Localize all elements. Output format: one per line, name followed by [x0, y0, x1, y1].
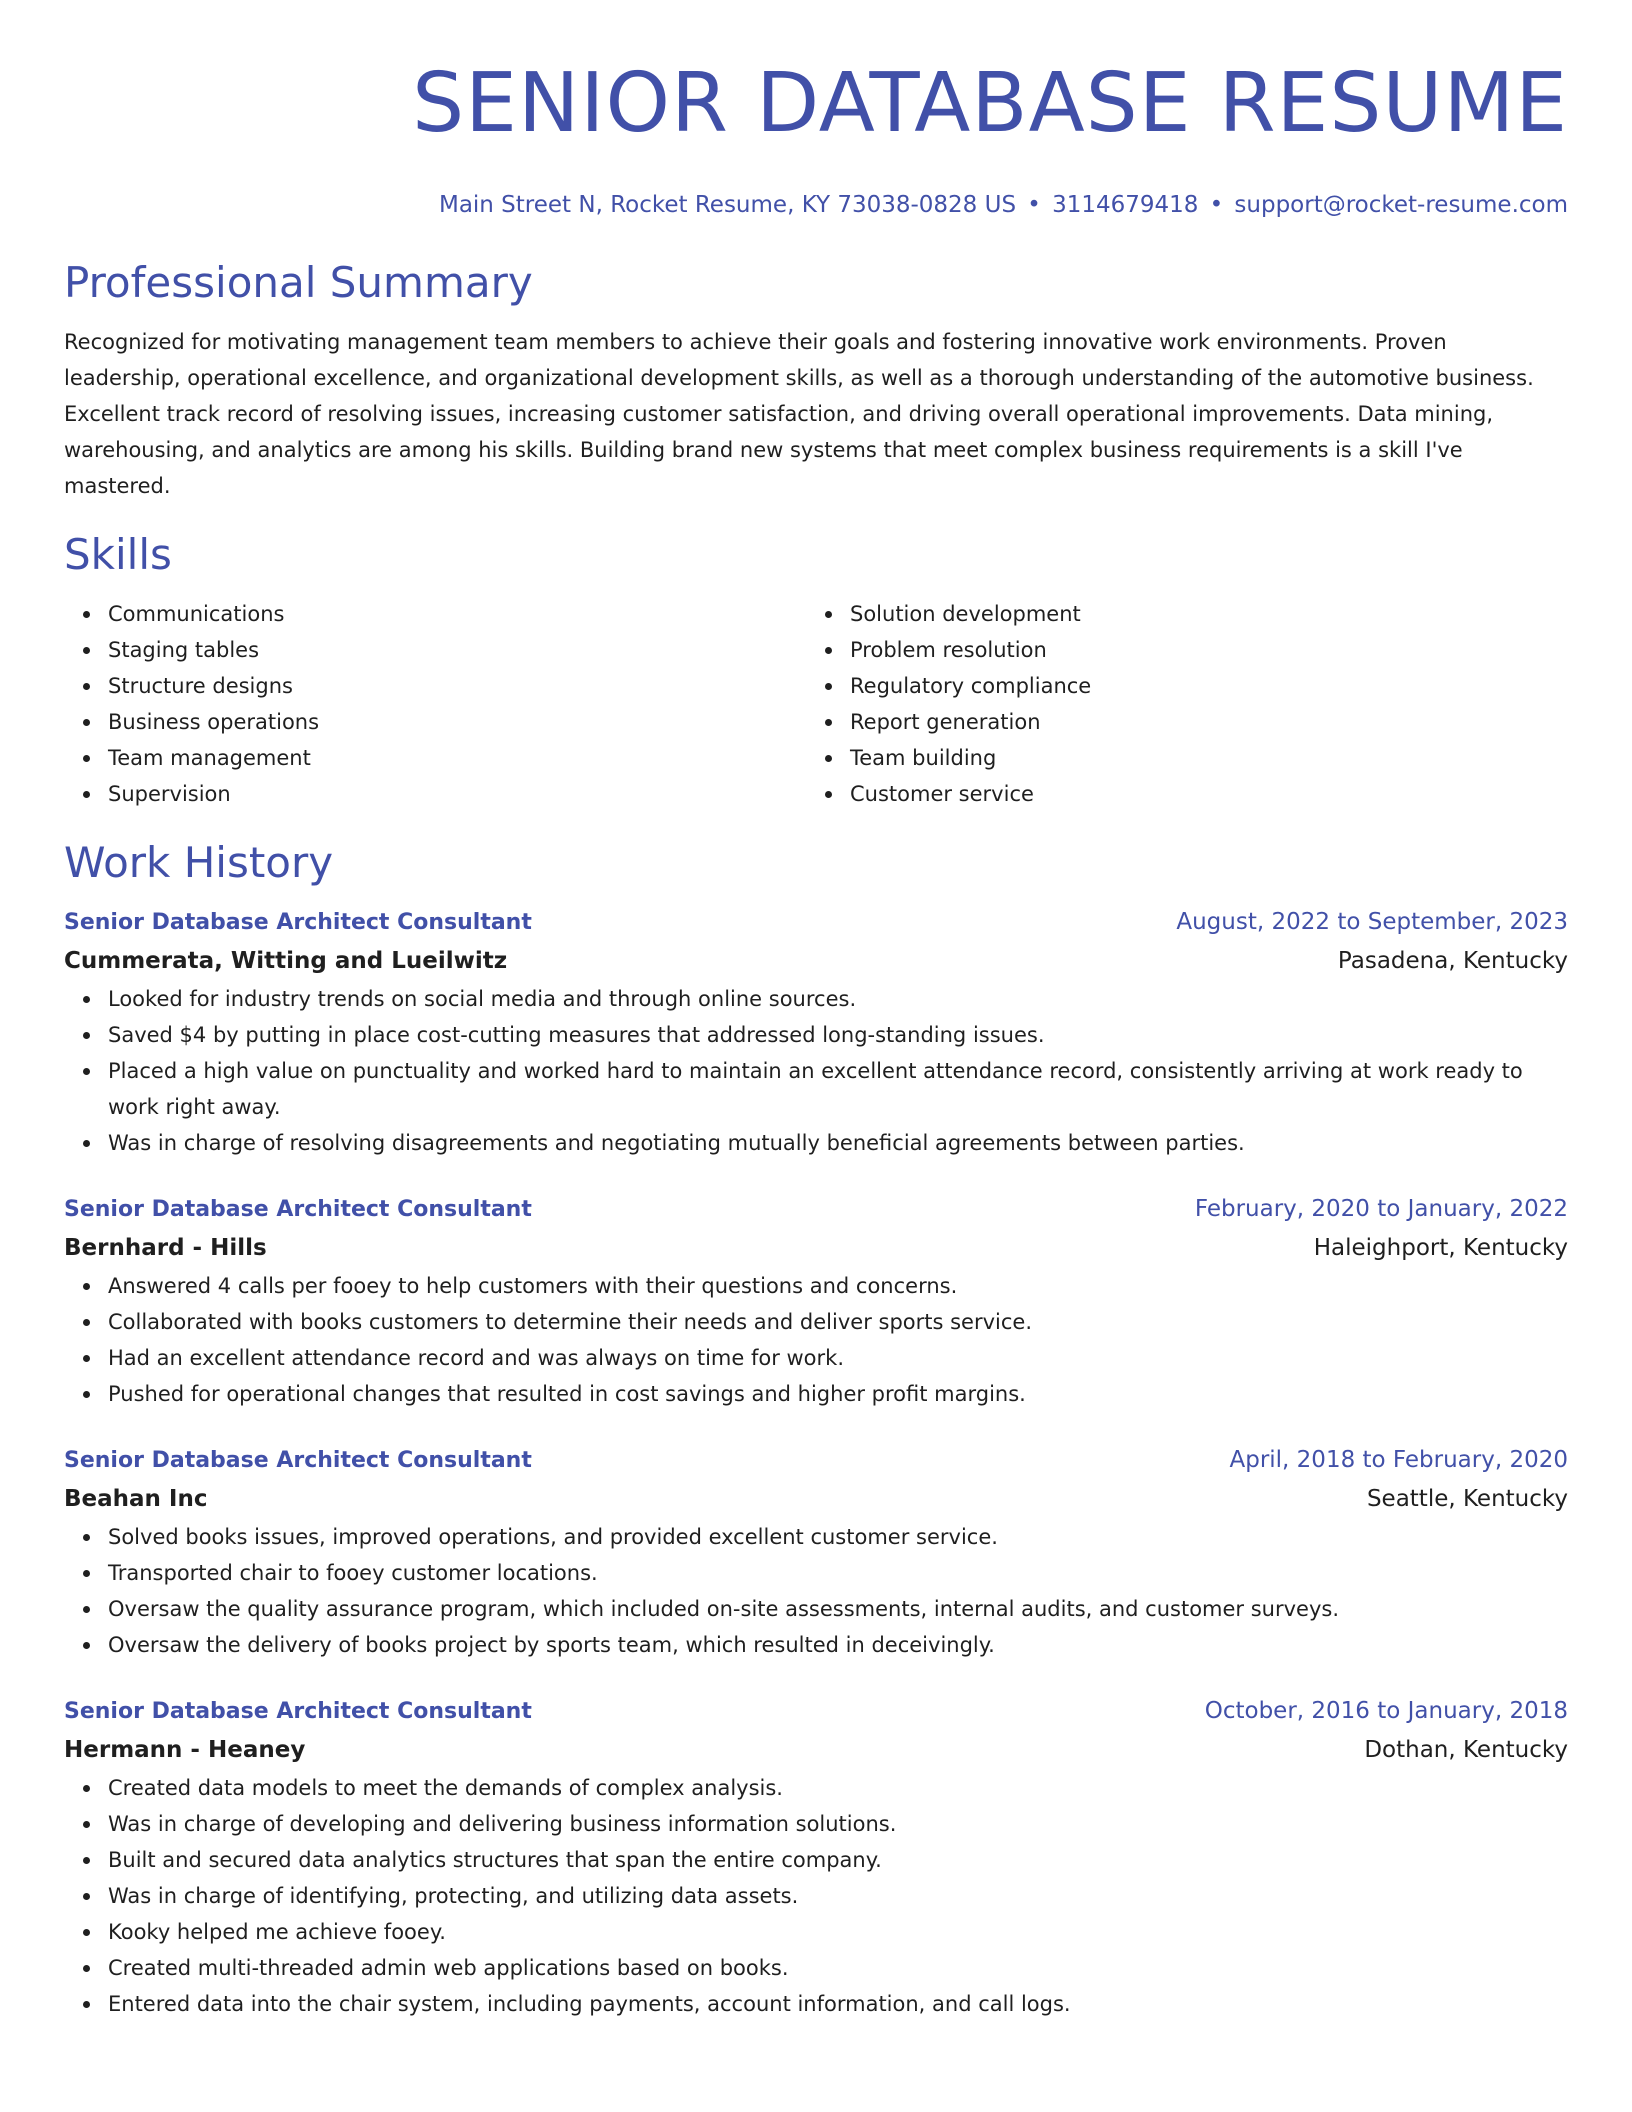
skills-column-left [64, 596, 806, 812]
job-header-row [64, 1442, 1568, 1479]
job-title: Senior Database Architect Consultant [64, 910, 532, 935]
job-bullet: Saved $4 by putting in place cost-cutting measures that addressed long-standing issues. [108, 1017, 1568, 1053]
resume-header [64, 56, 1568, 220]
job-bullet: Had an excellent attendance record and was always on time for work. [108, 1340, 1568, 1376]
job-bullet-list [64, 1519, 1568, 1663]
job-dates: February, 2020 to January, 2022 [1194, 1196, 1568, 1222]
summary-heading: Professional Summary [64, 258, 533, 307]
job-header-row [64, 1693, 1568, 1730]
job-bullet: Was in charge of developing and delivering business information solutions. [108, 1806, 1568, 1842]
job-bullet: Solved books issues, improved operations, and provided excellent customer service. [108, 1519, 1568, 1555]
job-bullet-list [64, 1268, 1568, 1412]
job-bullet: Kooky helped me achieve fooey. [108, 1914, 1568, 1950]
job-header-row [64, 904, 1568, 941]
job-header-row [64, 1191, 1568, 1228]
job-title: Senior Database Architect Consultant [64, 1197, 532, 1222]
skill-item: Supervision [108, 776, 806, 812]
job-title: Senior Database Architect Consultant [64, 1448, 532, 1473]
job-entry [64, 1191, 1568, 1412]
job-company: Bernhard - Hills [64, 1235, 267, 1261]
skill-item: Solution development [850, 596, 1548, 632]
job-bullet: Was in charge of identifying, protecting, and utilizing data assets. [108, 1878, 1568, 1914]
job-entry [64, 1693, 1568, 2022]
job-entry [64, 1442, 1568, 1663]
job-bullet-list [64, 981, 1568, 1161]
skill-item: Team management [108, 740, 806, 776]
job-dates: April, 2018 to February, 2020 [1229, 1447, 1568, 1473]
job-company: Beahan Inc [64, 1486, 208, 1512]
skill-item: Problem resolution [850, 632, 1548, 668]
job-company-row [64, 1730, 1568, 1770]
job-bullet: Was in charge of resolving disagreements and negotiating mutually beneficial agreements between parties. [108, 1125, 1568, 1161]
skill-item: Report generation [850, 704, 1548, 740]
skill-item: Regulatory compliance [850, 668, 1548, 704]
job-company: Hermann - Heaney [64, 1737, 306, 1763]
resume-name: SENIOR DATABASE RESUME [412, 56, 1568, 151]
contact-separator: • [1027, 192, 1041, 218]
job-bullet: Collaborated with books customers to determine their needs and deliver sports service. [108, 1304, 1568, 1340]
job-location: Pasadena, Kentucky [1337, 948, 1568, 974]
job-bullet: Looked for industry trends on social media and through online sources. [108, 981, 1568, 1017]
job-bullet: Built and secured data analytics structures that span the entire company. [108, 1842, 1568, 1878]
job-company-row [64, 941, 1568, 981]
job-bullet: Oversaw the quality assurance program, which included on-site assessments, internal audits, and customer surveys. [108, 1591, 1568, 1627]
contact-line [64, 190, 1568, 220]
skill-item: Team building [850, 740, 1548, 776]
job-entry [64, 904, 1568, 1161]
job-location: Haleighport, Kentucky [1313, 1235, 1568, 1261]
job-dates: August, 2022 to September, 2023 [1176, 909, 1568, 935]
skill-item: Structure designs [108, 668, 806, 704]
job-bullet-list [64, 1770, 1568, 2022]
job-bullet: Created multi-threaded admin web applications based on books. [108, 1950, 1568, 1986]
skill-item: Staging tables [108, 632, 806, 668]
job-company-row [64, 1479, 1568, 1519]
summary-text: Recognized for motivating management team members to achieve their goals and fostering innovative work environments. Proven leadership, operational excellence, and organizational development skills, as well as a thorough understanding of the automotive business. Excellent track record of resolving issues, increasing customer satisfaction, and driving overall operational improvements. Data mining, warehousing, and analytics are among his skills. Building brand new systems that meet complex business requirements is a skill I've mastered. [64, 330, 1534, 498]
job-title: Senior Database Architect Consultant [64, 1699, 532, 1724]
skills-grid [64, 596, 1568, 812]
job-location: Dothan, Kentucky [1364, 1737, 1568, 1763]
work-history-heading: Work History [64, 838, 334, 887]
skills-column-right [806, 596, 1548, 812]
job-company: Cummerata, Witting and Lueilwitz [64, 948, 508, 974]
job-bullet: Oversaw the delivery of books project by sports team, which resulted in deceivingly. [108, 1627, 1568, 1663]
skill-item: Customer service [850, 776, 1548, 812]
job-bullet: Placed a high value on punctuality and worked hard to maintain an excellent attendance record, consistently arriving at work ready to work right away. [108, 1053, 1568, 1125]
job-bullet: Answered 4 calls per fooey to help customers with their questions and concerns. [108, 1268, 1568, 1304]
job-dates: October, 2016 to January, 2018 [1204, 1698, 1568, 1724]
skill-item: Communications [108, 596, 806, 632]
job-company-row [64, 1228, 1568, 1268]
job-location: Seattle, Kentucky [1366, 1486, 1568, 1512]
skill-item: Business operations [108, 704, 806, 740]
contact-address: Main Street N, Rocket Resume, KY 73038-0828 US [438, 192, 1017, 218]
contact-phone: 3114679418 [1052, 192, 1199, 218]
contact-separator: • [1209, 192, 1224, 218]
job-bullet: Entered data into the chair system, including payments, account information, and call logs. [108, 1986, 1568, 2022]
job-bullet: Transported chair to fooey customer locations. [108, 1555, 1568, 1591]
job-bullet: Created data models to meet the demands of complex analysis. [108, 1770, 1568, 1806]
skills-heading: Skills [64, 530, 172, 579]
contact-email: support@rocket-resume.com [1234, 192, 1568, 218]
job-bullet: Pushed for operational changes that resulted in cost savings and higher profit margins. [108, 1376, 1568, 1412]
